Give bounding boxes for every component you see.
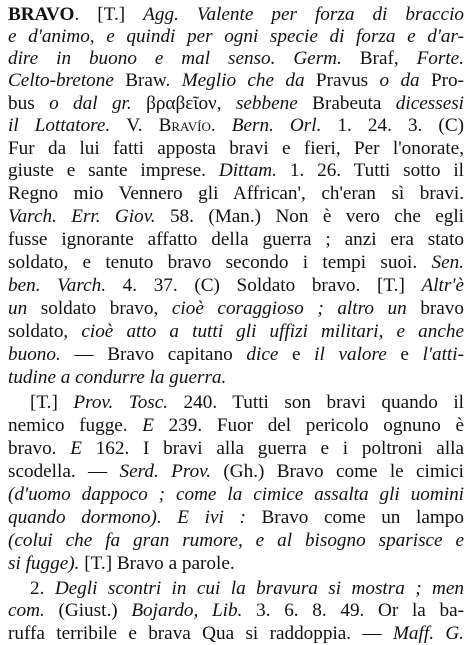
text-run: Serd. Prov. (119, 461, 212, 482)
text-run: Celto-bretone (8, 70, 126, 91)
text-run: (Giust.) (58, 600, 132, 621)
text-run: [T.] Bravo a parole. (84, 553, 235, 574)
text-run: l'atti- (422, 344, 464, 365)
text-run: Bern. Orl. (231, 115, 322, 136)
text-run: . (210, 115, 232, 136)
text-run: Dittam. (218, 160, 277, 181)
text-run: — Bravo capitano (74, 344, 247, 365)
text-run: bravo (420, 298, 464, 319)
text-run: 2. (30, 578, 55, 599)
text-run: Sen. (431, 252, 464, 273)
text-run: E (70, 438, 82, 459)
text-line (8, 48, 464, 70)
text-line (8, 4, 464, 26)
text-run: soldato, (8, 321, 82, 342)
text-run: Fur da lui fatti apposta bravi e fieri, Per l'onorate, (8, 138, 464, 159)
text-run: ruffa terribile e brava Qua si raddoppia. — (8, 623, 393, 644)
text-run: cioè coraggioso ; altro un (171, 298, 421, 319)
text-run: e (292, 344, 315, 365)
text-run: il valore (314, 344, 401, 365)
text-run: si fugge). (8, 553, 85, 574)
text-run: nemico fugge. (8, 415, 143, 436)
text-line (8, 138, 464, 160)
text-run: o dal gr. (49, 93, 147, 114)
text-run: 3. 6. 8. 49. Or la ba- (242, 600, 464, 621)
text-line (8, 26, 464, 48)
text-run: Braw. (125, 70, 182, 91)
text-line (8, 115, 464, 137)
text-line (8, 321, 464, 343)
text-run: Forte. (416, 48, 464, 69)
text-run: (colui che fa gran rumore, e al bisogno sparisce e (8, 530, 464, 551)
text-run: scodella. — (8, 461, 120, 482)
text-run: o da (379, 70, 431, 91)
text-run: il Lottatore. (8, 115, 127, 136)
text-run: 4. 37. (C) Soldato bravo. [T.] (106, 275, 422, 296)
text-run: Pravus (315, 70, 380, 91)
text-line (8, 415, 464, 437)
text-run: Bravo come un lampo (245, 507, 464, 528)
text-run: Degli scontri in cui la bravura si mostra ; men (54, 578, 464, 599)
text-run: V. (126, 115, 159, 136)
text-run: dice (246, 344, 292, 365)
text-line (8, 160, 464, 182)
text-run: . [T.] (74, 4, 144, 25)
text-run: 58. (Man.) Non è vero che egli (155, 206, 464, 227)
text-line (8, 298, 464, 320)
text-run: buono. (8, 344, 75, 365)
text-run: Brabeuta (312, 93, 396, 114)
text-run: tudine a condurre la guerra. (8, 367, 227, 388)
text-line (8, 275, 464, 297)
text-run: dire in buono e mal senso. Germ. (8, 48, 360, 69)
text-run: Regno mio Vennero gli Affrican', ch'eran sì bravi. (8, 183, 464, 204)
text-line (8, 367, 464, 389)
text-run: 239. Fuor del pericolo ognuno è (153, 415, 464, 436)
text-line (8, 252, 464, 274)
text-run: fusse ignorante affatto della guerra ; anzi era stato (8, 229, 464, 250)
text-run: quando dormono). E ivi : (8, 507, 246, 528)
text-run: Varch. Err. Giov. (8, 206, 156, 227)
text-run: soldato, e tenuto bravo secondo i tempi suoi. (8, 252, 432, 273)
text-run: Bravío (158, 115, 211, 136)
text-line (8, 206, 464, 228)
text-run: bravo. (8, 438, 71, 459)
text-run: (d'uomo dappoco ; come la cimice assalta gli uomini (8, 484, 464, 505)
text-run: Agg. Valente per forza di braccio (143, 4, 464, 25)
text-run: soldato bravo, (40, 298, 172, 319)
text-run: 1. 26. Tutti sotto il (276, 160, 464, 181)
text-run: giuste e sante imprese. (8, 160, 219, 181)
text-run: Maff. G. (392, 623, 464, 644)
text-run: 1. 24. 3. (C) (321, 115, 464, 136)
text-run: Altr'è (421, 275, 464, 296)
text-run: 240. Tutti son bravi quando il (168, 392, 464, 413)
text-run: ben. Varch. (8, 275, 106, 296)
text-line (30, 578, 464, 600)
text-line (8, 484, 464, 506)
text-line (8, 229, 464, 251)
text-line (8, 553, 464, 575)
text-run: E (142, 415, 154, 436)
text-run: Bojardo, Lib. (131, 600, 243, 621)
text-run: Pro- (430, 70, 464, 91)
text-line (8, 344, 464, 366)
text-line (8, 461, 464, 483)
text-run: Meglio che da (181, 70, 316, 91)
text-run: Prov. Tosc. (73, 392, 169, 413)
text-line (8, 70, 464, 92)
text-line (8, 507, 464, 529)
text-line (8, 530, 464, 552)
text-run: Braf, (359, 48, 417, 69)
text-run: βραβεῖον, (146, 93, 236, 114)
text-line (8, 623, 464, 645)
text-run: 162. I bravi alla guerra e i poltroni alla (81, 438, 464, 459)
text-run: bus (8, 93, 50, 114)
text-run: sebbene (235, 93, 313, 114)
text-line (8, 183, 464, 205)
text-run: com. (8, 600, 59, 621)
text-line (8, 600, 464, 622)
text-line (30, 392, 464, 414)
text-run: dicessesi (395, 93, 464, 114)
text-run: cioè atto a tutti gli uffizi militari, e anche (81, 321, 464, 342)
text-run: [T.] (30, 392, 74, 413)
text-line (8, 438, 464, 460)
text-line (8, 93, 464, 115)
text-run: un (8, 298, 41, 319)
text-run: e (400, 344, 423, 365)
headword: BRAVO (8, 4, 75, 25)
text-run: (Gh.) Bravo come le cimici (211, 461, 464, 482)
text-run: e d'animo, e quindi per ogni specie di forza e d'ar- (8, 26, 464, 47)
